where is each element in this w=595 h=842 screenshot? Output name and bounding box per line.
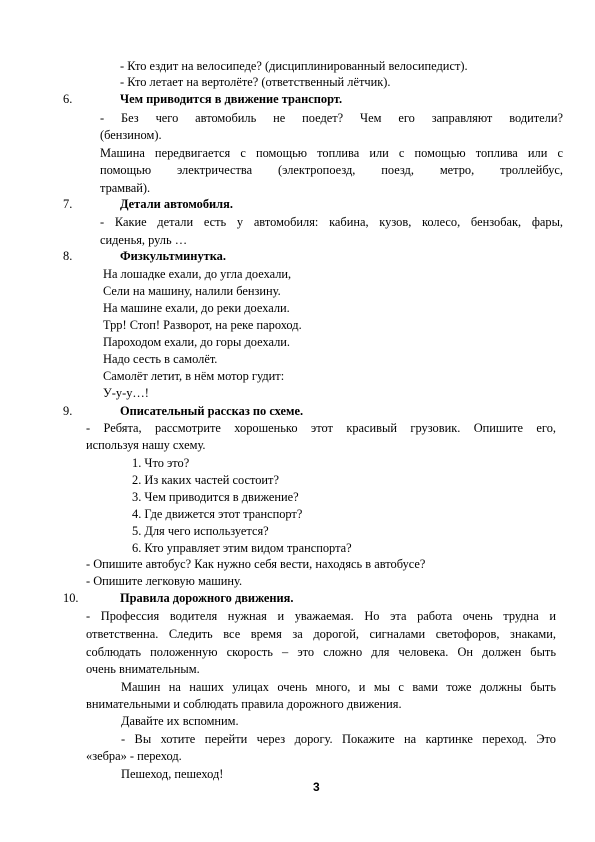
text-line: (бензином).: [100, 128, 162, 142]
section-heading: Детали автомобиля.: [120, 197, 233, 211]
section-heading: Физкультминутка.: [120, 249, 226, 263]
poem-line: Надо сесть в самолёт.: [103, 352, 218, 366]
text-line: - Без чего автомобиль не поедет? Чем его заправляют водители?: [100, 111, 563, 125]
poem-line: У-у-у…!: [103, 386, 149, 400]
poem-line: Сели на машину, налили бензину.: [103, 284, 281, 298]
text-line: Давайте их вспомним.: [121, 714, 239, 728]
text-line: ответственна. Следить все время за дорогой, сигналами светофоров, знаками,: [86, 627, 556, 641]
section-heading: Описательный рассказ по схеме.: [120, 404, 304, 418]
text-line: сиденья, руль …: [100, 233, 188, 247]
poem-line: На лошадке ехали, до угла доехали,: [103, 267, 292, 281]
poem-line: На машине ехали, до реки доехали.: [103, 301, 290, 315]
text-line: помощью электричества (электропоезд, поезд, метро, троллейбус,: [100, 163, 563, 177]
list-item: 2. Из каких частей состоит?: [132, 473, 279, 487]
section-heading: Чем приводится в движение транспорт.: [120, 92, 343, 106]
text-line: используя нашу схему.: [86, 438, 206, 452]
text-line: «зебра» - переход.: [86, 749, 182, 763]
text-line: Машин на наших улицах очень много, и мы с вами тоже должны быть: [121, 680, 556, 694]
text-line: внимательными и соблюдать правила дорожного движения.: [86, 697, 402, 711]
text-line: Машина передвигается с помощью топлива или с помощью топлива или с: [100, 146, 563, 160]
text-line: - Ребята, рассмотрите хорошенько этот красивый грузовик. Опишите его,: [86, 421, 556, 435]
section-heading: Правила дорожного движения.: [120, 591, 294, 605]
section-number: 6.: [63, 92, 73, 106]
section-number: 10.: [63, 591, 79, 605]
list-item: 5. Для чего используется?: [132, 524, 269, 538]
text-line: - Вы хотите перейти через дорогу. Покажите на картинке переход. Это: [121, 732, 556, 746]
text-line: очень внимательным.: [86, 662, 200, 676]
text-line: соблюдать положенную скорость – это сложно для человека. Он должен быть: [86, 645, 556, 659]
page-number: 3: [313, 780, 320, 794]
text-line: - Какие детали есть у автомобиля: кабина, кузов, колесо, бензобак, фары,: [100, 215, 563, 229]
list-item: 4. Где движется этот транспорт?: [132, 507, 303, 521]
section-number: 9.: [63, 404, 73, 418]
text-line: - Профессия водителя нужная и уважаемая. Но эта работа очень трудна и: [86, 609, 556, 623]
text-line: - Опишите легковую машину.: [86, 574, 243, 588]
section-number: 8.: [63, 249, 73, 263]
list-item: 1. Что это?: [132, 456, 190, 470]
section-number: 7.: [63, 197, 73, 211]
text-line: трамвай).: [100, 181, 151, 195]
text-line: - Кто ездит на велосипеде? (дисциплинированный велосипедист).: [120, 59, 468, 73]
poem-line: Самолёт летит, в нём мотор гудит:: [103, 369, 285, 383]
poem-line: Трр! Стоп! Разворот, на реке пароход.: [103, 318, 302, 332]
poem-line: Пароходом ехали, до горы доехали.: [103, 335, 291, 349]
text-line: - Опишите автобус? Как нужно себя вести, находясь в автобусе?: [86, 557, 426, 571]
list-item: 6. Кто управляет этим видом транспорта?: [132, 541, 352, 555]
list-item: 3. Чем приводится в движение?: [132, 490, 299, 504]
text-line: - Кто летает на вертолёте? (ответственный лётчик).: [120, 75, 391, 89]
text-line: Пешеход, пешеход!: [121, 767, 224, 781]
